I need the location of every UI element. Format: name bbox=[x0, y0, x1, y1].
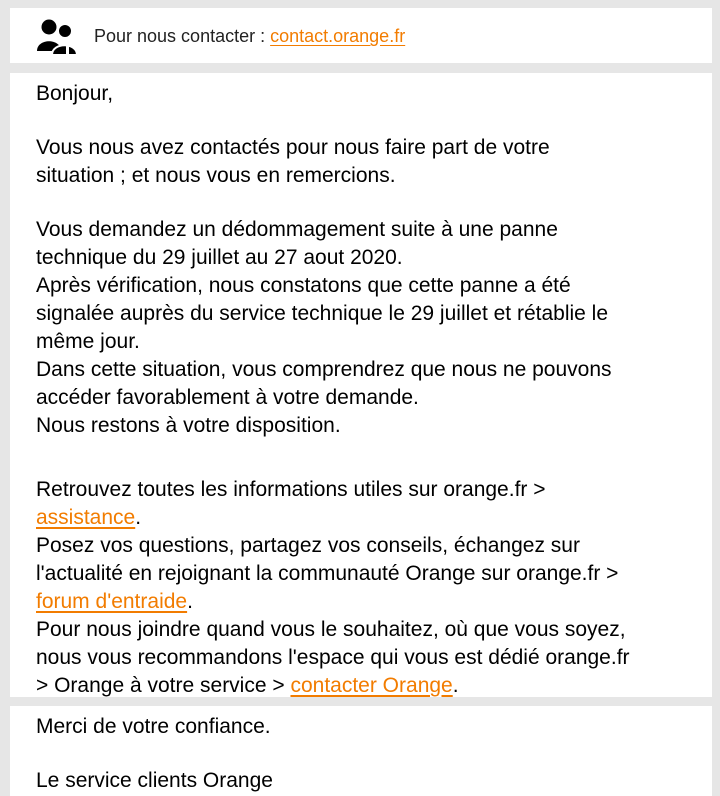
greeting: Bonjour, bbox=[36, 82, 114, 105]
contact-orange-link[interactable]: contacter Orange bbox=[290, 674, 453, 697]
disposal-line: Nous restons à votre disposition. bbox=[36, 414, 341, 437]
contact-link[interactable]: contact.orange.fr bbox=[270, 26, 406, 46]
situation-line-1: Dans cette situation, vous comprendrez que nous ne pouvons bbox=[36, 358, 612, 381]
verification-line-3: même jour. bbox=[36, 330, 140, 353]
message-footer bbox=[10, 706, 712, 796]
signature-line: Le service clients Orange bbox=[36, 769, 273, 792]
info-line-1: Retrouvez toutes les informations utiles sur orange.fr > bbox=[36, 478, 546, 501]
info-end: . bbox=[135, 506, 142, 529]
questions-line-2: l'actualité en rejoignant la communauté Orange sur orange.fr > bbox=[36, 562, 619, 585]
intro-line-1: Vous nous avez contactés pour nous faire part de votre bbox=[36, 136, 550, 159]
message-body bbox=[10, 73, 712, 697]
questions-line-3 bbox=[36, 588, 712, 616]
contact-card bbox=[10, 8, 712, 63]
forum-link[interactable]: forum d'entraide bbox=[36, 590, 188, 613]
request-line-1: Vous demandez un dédommagement suite à une panne bbox=[36, 218, 558, 241]
join-line-2: nous vous recommandons l'espace qui vous est dédié orange.fr bbox=[36, 646, 630, 669]
questions-end: . bbox=[187, 590, 193, 613]
contact-prefix: Pour nous contacter : bbox=[94, 26, 271, 46]
contact-users-icon bbox=[36, 18, 78, 56]
situation-line-2: accéder favorablement à votre demande. bbox=[36, 386, 419, 409]
questions-line-1: Posez vos questions, partagez vos conseils, échangez sur bbox=[36, 534, 580, 557]
join-end: . bbox=[452, 674, 459, 697]
verification-line-1: Après vérification, nous constatons que cette panne a été bbox=[36, 274, 571, 297]
join-line-1: Pour nous joindre quand vous le souhaitez, où que vous soyez, bbox=[36, 618, 626, 641]
intro-line-2: situation ; et nous vous en remercions. bbox=[36, 164, 396, 187]
join-prefix: > Orange à votre service > bbox=[36, 674, 291, 697]
verification-line-2: signalée auprès du service technique le 29 juillet et rétablie le bbox=[36, 302, 609, 325]
join-line-3 bbox=[36, 672, 712, 700]
thanks-line: Merci de votre confiance. bbox=[36, 715, 271, 738]
info-line-2 bbox=[36, 504, 712, 532]
contact-line bbox=[94, 26, 405, 47]
request-line-2: technique du 29 juillet au 27 aout 2020. bbox=[36, 246, 403, 269]
assistance-link[interactable]: assistance bbox=[36, 506, 136, 529]
